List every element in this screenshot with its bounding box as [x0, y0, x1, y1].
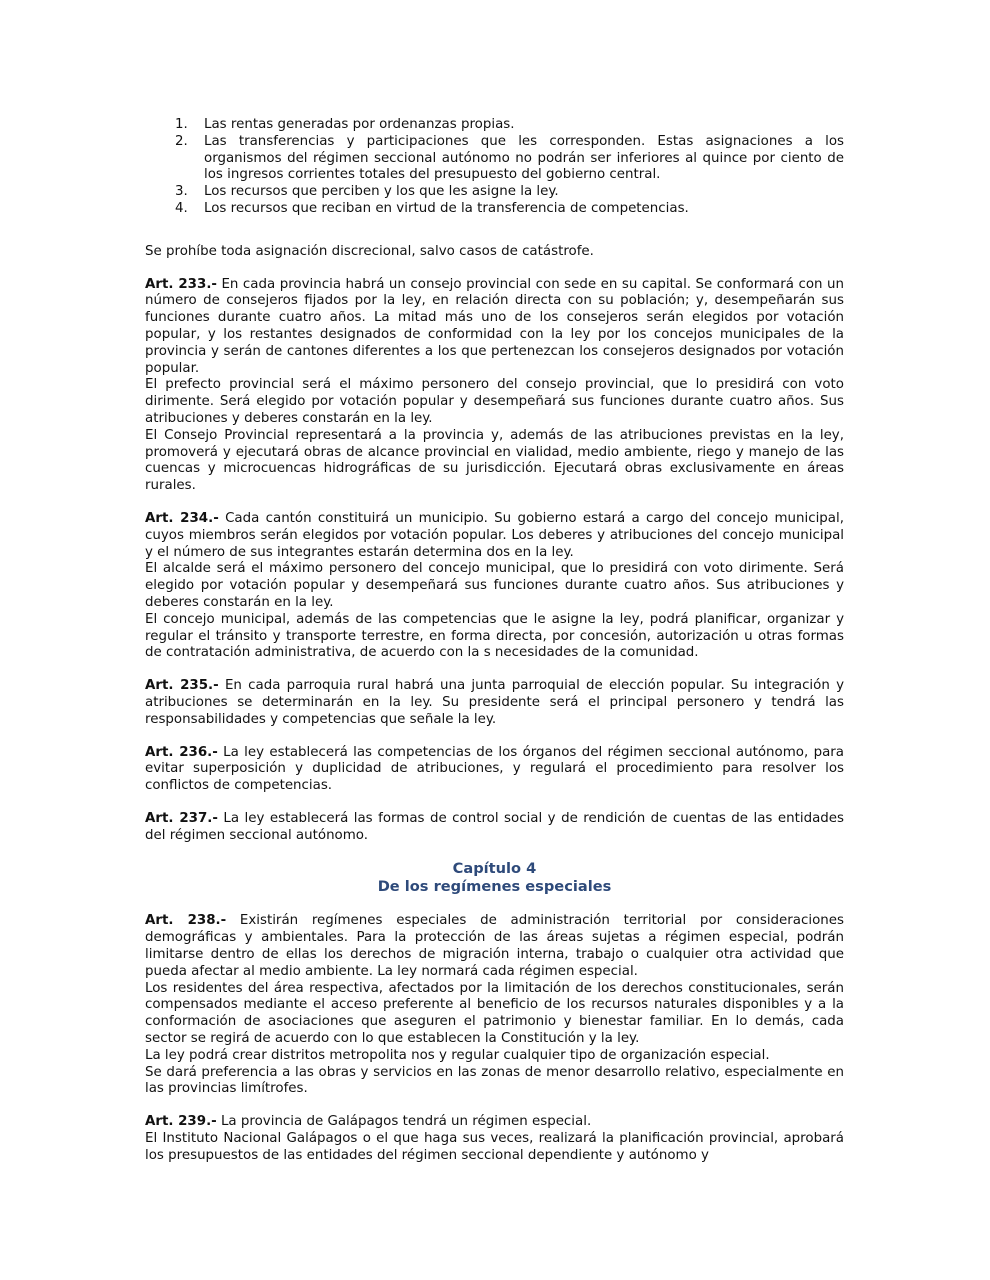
article-paragraph — [145, 745, 844, 795]
list-item — [145, 134, 844, 184]
article-paragraph — [145, 678, 844, 728]
article-paragraph — [145, 511, 844, 561]
chapter-title: De los regímenes especiales — [377, 878, 612, 896]
article-text: La provincia de Galápagos tendrá un régimen especial. — [216, 1114, 592, 1130]
list-item — [145, 201, 844, 218]
prohibition-paragraph: Se prohíbe toda asignación discrecional, salvo casos de catástrofe. — [145, 243, 594, 259]
article-label: Art. 239.- — [145, 1114, 217, 1130]
article-label: Art. 233.- — [145, 276, 217, 292]
article-text: La ley establecerá las competencias de los órganos del régimen seccional autónomo, para evitar superposición y duplicidad de atribuciones, y regulará el procedimiento para resolver los conflictos de competencias. — [145, 744, 844, 794]
list-number: 2. — [175, 133, 188, 149]
article-paragraph: La ley podrá crear distritos metropolita nos y regular cualquier tipo de organización especial. — [145, 1047, 770, 1063]
list-item — [145, 117, 844, 134]
list-text: Las transferencias y participaciones que les corresponden. Estas asignaciones a los organismos del régimen seccional autónomo no podrán ser inferiores al quince por ciento de los ingresos corrientes totales del presupuesto del gobierno central. — [204, 133, 844, 183]
article-235 — [145, 678, 844, 728]
article-text: La ley establecerá las formas de control social y de rendición de cuentas de las entidades del régimen seccional autónomo. — [145, 810, 844, 843]
article-text: En cada parroquia rural habrá una junta parroquial de elección popular. Su integración y atribuciones se determinarán en la ley. Su presidente será el principal personero y tendrá las responsabilidades y competencias que señale la ley. — [145, 678, 844, 727]
article-paragraph: El Instituto Nacional Galápagos o el que haga sus veces, realizará la planificación provincial, aprobará los presupuestos de las entidades del régimen seccional dependiente y autónomo y — [145, 1131, 844, 1163]
article-paragraph — [145, 811, 844, 845]
list-text: Los recursos que reciban en virtud de la transferencia de competencias. — [204, 200, 689, 216]
article-label: Art. 235.- — [145, 678, 219, 694]
article-234 — [145, 511, 844, 662]
article-paragraph: El Consejo Provincial representará a la provincia y, además de las atribuciones previstas en la ley, promoverá y ejecutará obras de alcance provincial en vialidad, medio ambiente, riego y manejo de las cuencas y microcuencas hidrográficas de su jurisdicción. Ejecutará obras exclusivamente en áreas rurales. — [145, 427, 844, 494]
article-238 — [145, 913, 844, 1098]
article-233 — [145, 277, 844, 495]
chapter-heading — [145, 860, 844, 896]
article-label: Art. 237.- — [145, 810, 218, 826]
list-text: Los recursos que perciben y los que les asigne la ley. — [204, 184, 559, 200]
article-paragraph — [145, 913, 844, 980]
list-item — [145, 184, 844, 201]
article-label: Art. 234.- — [145, 510, 219, 526]
article-paragraph: Los residentes del área respectiva, afectados por la limitación de los derechos constitucionales, serán compensados mediante el acceso preferente al beneficio de los recursos naturales disponibles y a la conformación de asociaciones que aseguren el patrimonio y bienestar familiar. En lo demás, cada sector se regirá de acuerdo con lo que establecen la Constitución y la ley. — [145, 980, 844, 1047]
article-paragraph: El concejo municipal, además de las competencias que le asigne la ley, podrá planificar, organizar y regular el tránsito y transporte terrestre, en forma directa, por concesión, autorización u otras formas de contratación administrativa, de acuerdo con la s necesidades de la comunidad. — [145, 611, 844, 661]
list-number: 4. — [175, 200, 188, 216]
article-239 — [145, 1114, 844, 1164]
list-number: 1. — [175, 117, 188, 132]
article-paragraph — [145, 1114, 844, 1131]
article-text: Cada cantón constituirá un municipio. Su gobierno estará a cargo del concejo municipal, cuyos miembros serán elegidos por votación popular. Los deberes y atribuciones del concejo municipal y el número de sus integrantes estarán determina dos en la ley. — [145, 510, 844, 560]
article-paragraph: El prefecto provincial será el máximo personero del consejo provincial, que lo presidirá con voto dirimente. Será elegido por votación popular y desempeñará sus funciones durante cuatro años. Sus atribuciones y deberes constarán en la ley. — [145, 377, 844, 426]
chapter-number: Capítulo 4 — [452, 860, 537, 878]
list-text: Las rentas generadas por ordenanzas propias. — [204, 117, 515, 132]
article-237 — [145, 811, 844, 845]
document-page — [145, 117, 844, 1181]
revenue-sources-list — [145, 117, 844, 218]
article-paragraph: El alcalde será el máximo personero del concejo municipal, que lo presidirá con voto dirimente. Será elegido por votación popular y desempeñará sus funciones durante cuatro años. Sus atribuciones y deberes constarán en la ley. — [145, 561, 844, 610]
article-paragraph — [145, 277, 844, 378]
article-text: En cada provincia habrá un consejo provincial con sede en su capital. Se conformará con un número de consejeros fijados por la ley, en relación directa con su población; y, desempeñarán sus funciones durante cuatro años. La mitad más uno de los consejeros serán elegidos por votación popular, y los restantes designados de conformidad con la ley por los concejos municipales de la provincia y serán de cantones diferentes a los que pertenezcan los consejeros designados por votación popular. — [145, 276, 845, 376]
list-number: 3. — [175, 184, 188, 200]
article-text: Existirán regímenes especiales de administración territorial por consideraciones demográficas y ambientales. Para la protección de las áreas sujetas a régimen especial, podrán limitarse dentro de ellas los derechos de migración interna, trabajo o cualquier otra actividad que pueda afectar al medio ambiente. La ley normará cada régimen especial. — [145, 913, 844, 979]
article-paragraph: Se dará preferencia a las obras y servicios en las zonas de menor desarrollo relativo, especialmente en las provincias limítrofes. — [145, 1064, 844, 1097]
article-label: Art. 238.- — [145, 913, 227, 929]
article-236 — [145, 745, 844, 795]
article-label: Art. 236.- — [145, 744, 218, 760]
